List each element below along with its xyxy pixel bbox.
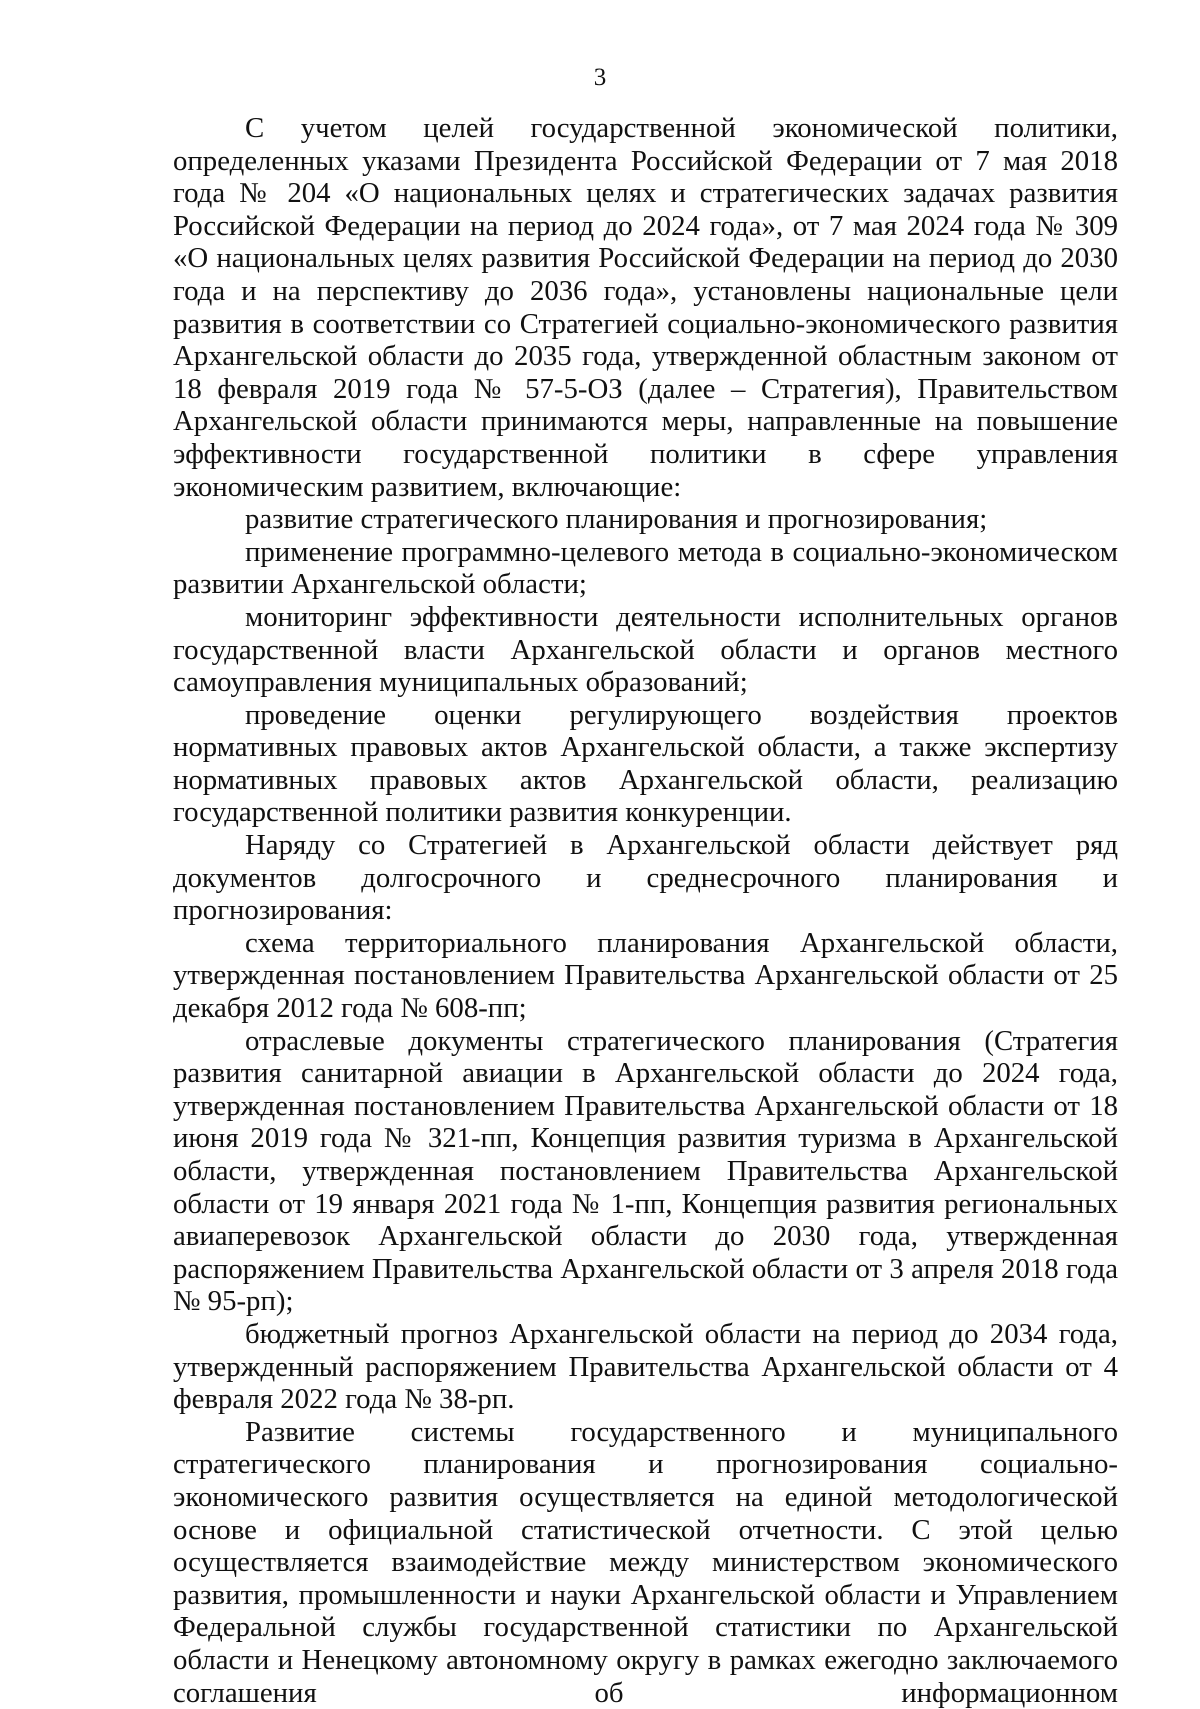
paragraph-planning-system: Развитие системы государственного и муниципального стратегического планирования и прогнозирования социально-экономического развития осуществляется на единой методологической основе и официальной статистической отчетности. С этой целью осуществляется взаимодействие между министерством экономического развития, промышленности и науки Архангельской области и Управлением Федеральной службы государственной статистики по Архангельской области и Ненецкому автономному округу в рамках ежегодно заключаемого соглашения об информационном: [173, 1415, 1118, 1709]
paragraph-regulatory-impact: проведение оценки регулирующего воздействия проектов нормативных правовых актов Архангельской области, а также экспертизу нормативных правовых актов Архангельской области, реализацию государственной политики развития конкуренции.: [173, 698, 1118, 829]
page-number: 3: [593, 64, 607, 91]
paragraph-budget-forecast: бюджетный прогноз Архангельской области на период до 2034 года, утвержденный распоряжением Правительства Архангельской области от 4 февраля 2022 года № 38-рп.: [173, 1317, 1118, 1416]
body-text: [173, 112, 1118, 1709]
paragraph-sectoral-documents: отраслевые документы стратегического планирования (Стратегия развития санитарной авиации в Архангельской области до 2024 года, утвержденная постановлением Правительства Архангельской области от 18 июня 2019 года № 321-пп, Концепция развития туризма в Архангельской области, утвержденная постановлением Правительства Архангельской области от 19 января 2021 года № 1-пп, Концепция развития региональных авиаперевозок Архангельской области до 2030 года, утвержденная распоряжением Правительства Архангельской области от 3 апреля 2018 года № 95-рп);: [173, 1024, 1118, 1318]
paragraph-territorial-scheme: схема территориального планирования Архангельской области, утвержденная постановлением Правительства Архангельской области от 25 декабря 2012 года № 608-пп;: [173, 926, 1118, 1025]
paragraph-program-target-method: применение программно-целевого метода в социально-экономическом развитии Архангельской области;: [173, 535, 1118, 601]
paragraph-planning-documents-intro: Наряду со Стратегией в Архангельской области действует ряд документов долгосрочного и среднесрочного планирования и прогнозирования:: [173, 829, 1118, 927]
paragraph-efficiency-monitoring: мониторинг эффективности деятельности исполнительных органов государственной власти Архангельской области и органов местного самоуправления муниципальных образований;: [173, 600, 1118, 699]
paragraph-strategic-planning: развитие стратегического планирования и прогнозирования;: [245, 503, 988, 536]
paragraph-goals-intro: С учетом целей государственной экономической политики, определенных указами Президента Российской Федерации от 7 мая 2018 года № 204 «О национальных целях и стратегических задачах развития Российской Федерации на период до 2024 года», от 7 мая 2024 года № 309 «О национальных целях развития Российской Федерации на период до 2030 года и на перспективу до 2036 года», установлены национальные цели развития в соответствии со Стратегией социально-экономического развития Архангельской области до 2035 года, утвержденной областным законом от 18 февраля 2019 года № 57-5-ОЗ (далее – Стратегия), Правительством Архангельской области принимаются меры, направленные на повышение эффективности государственной политики в сфере управления экономическим развитием, включающие:: [173, 112, 1118, 503]
